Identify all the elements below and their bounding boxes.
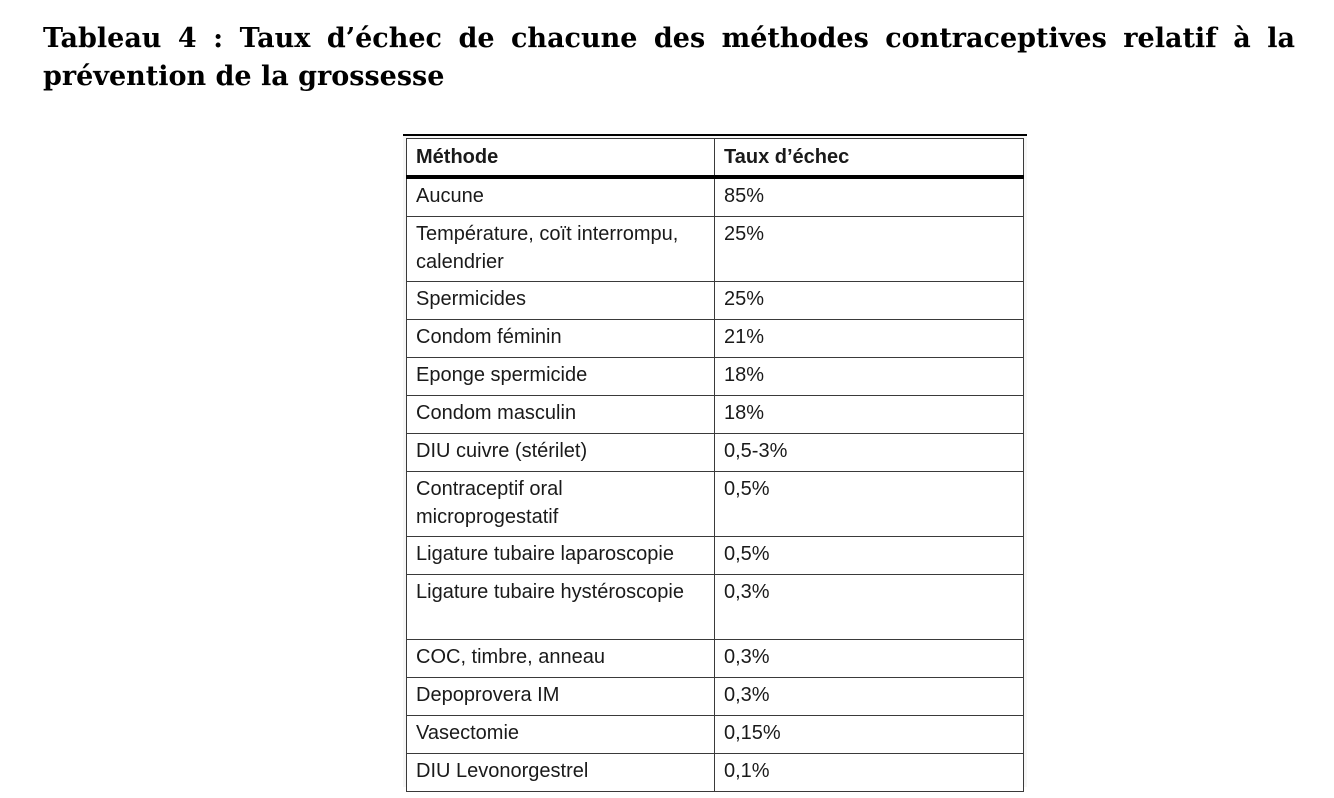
method-cell: Spermicides xyxy=(407,282,715,320)
method-cell: Aucune xyxy=(407,177,715,217)
method-cell: Vasectomie xyxy=(407,716,715,754)
method-cell: COC, timbre, anneau xyxy=(407,640,715,678)
table-row xyxy=(407,537,1024,575)
rate-cell: 25% xyxy=(715,282,1024,320)
table-caption: Tableau 4 : Taux d’échec de chacune des méthodes contraceptives relatif à la prévention de la grossesse xyxy=(43,23,1295,92)
rate-cell: 0,5% xyxy=(715,472,1024,537)
table-row xyxy=(407,177,1024,217)
rate-cell: 0,3% xyxy=(715,575,1024,640)
rate-cell: 18% xyxy=(715,396,1024,434)
table-row xyxy=(407,716,1024,754)
table-row xyxy=(407,472,1024,537)
method-cell: Condom féminin xyxy=(407,320,715,358)
method-cell: DIU Levonorgestrel xyxy=(407,754,715,792)
table-row xyxy=(407,396,1024,434)
table-header-row xyxy=(407,139,1024,178)
header-method: Méthode xyxy=(407,139,715,178)
method-cell: DIU cuivre (stérilet) xyxy=(407,434,715,472)
table-row xyxy=(407,640,1024,678)
rate-cell: 0,3% xyxy=(715,678,1024,716)
header-failure-rate: Taux d’échec xyxy=(715,139,1024,178)
rate-cell: 85% xyxy=(715,177,1024,217)
rate-cell: 0,3% xyxy=(715,640,1024,678)
rate-cell: 21% xyxy=(715,320,1024,358)
table-top-rule xyxy=(403,134,1027,136)
table-row xyxy=(407,217,1024,282)
rate-cell: 0,5% xyxy=(715,537,1024,575)
method-cell: Température, coït interrompu, calendrier xyxy=(407,217,715,282)
table-row xyxy=(407,678,1024,716)
method-cell: Ligature tubaire laparoscopie xyxy=(407,537,715,575)
method-cell: Ligature tubaire hystéroscopie xyxy=(407,575,715,640)
table-row xyxy=(407,754,1024,792)
table-row xyxy=(407,358,1024,396)
method-cell: Depoprovera IM xyxy=(407,678,715,716)
table-row xyxy=(407,434,1024,472)
rate-cell: 0,1% xyxy=(715,754,1024,792)
rate-cell: 0,5-3% xyxy=(715,434,1024,472)
contraceptive-failure-table xyxy=(406,138,1024,792)
rate-cell: 25% xyxy=(715,217,1024,282)
method-cell: Eponge spermicide xyxy=(407,358,715,396)
method-cell: Contraceptif oral microprogestatif xyxy=(407,472,715,537)
rate-cell: 0,15% xyxy=(715,716,1024,754)
table-row xyxy=(407,575,1024,640)
table-row xyxy=(407,282,1024,320)
table-container xyxy=(403,134,1027,787)
table-row xyxy=(407,320,1024,358)
rate-cell: 18% xyxy=(715,358,1024,396)
method-cell: Condom masculin xyxy=(407,396,715,434)
